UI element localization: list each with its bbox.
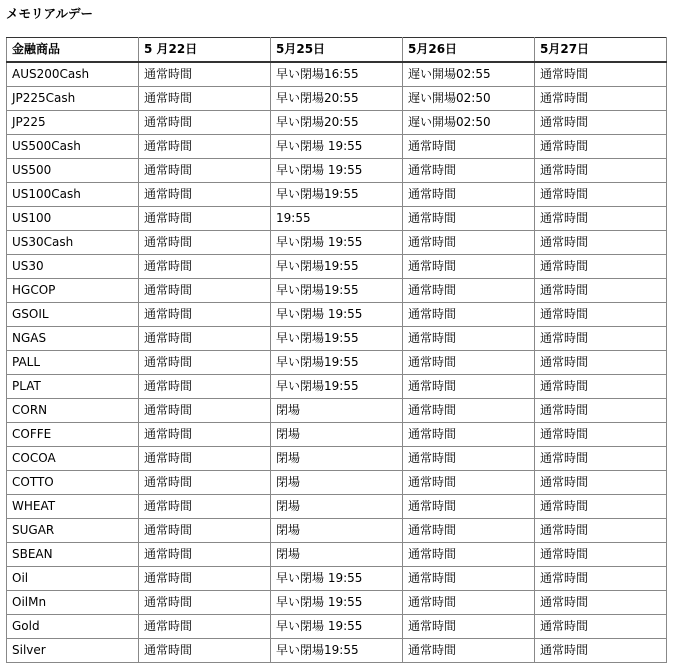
cell-instrument: JP225 [7, 111, 139, 135]
cell-may-22: 通常時間 [139, 207, 271, 231]
cell-may-22: 通常時間 [139, 327, 271, 351]
cell-may-25: 閉場 [271, 543, 403, 567]
cell-may-25: 早い閉場19:55 [271, 183, 403, 207]
cell-may-27: 通常時間 [535, 135, 667, 159]
cell-may-27: 通常時間 [535, 303, 667, 327]
cell-instrument: US500Cash [7, 135, 139, 159]
cell-may-27: 通常時間 [535, 591, 667, 615]
table-row [7, 471, 667, 495]
cell-may-22: 通常時間 [139, 495, 271, 519]
cell-may-27: 通常時間 [535, 543, 667, 567]
header-may-27: 5月27日 [535, 38, 667, 63]
cell-may-27: 通常時間 [535, 447, 667, 471]
cell-may-27: 通常時間 [535, 519, 667, 543]
header-may-26: 5月26日 [403, 38, 535, 63]
cell-instrument: NGAS [7, 327, 139, 351]
table-row [7, 399, 667, 423]
cell-may-26: 通常時間 [403, 135, 535, 159]
cell-may-26: 通常時間 [403, 615, 535, 639]
cell-may-25: 早い閉場 19:55 [271, 231, 403, 255]
cell-may-22: 通常時間 [139, 279, 271, 303]
trading-hours-table [6, 37, 667, 663]
cell-may-22: 通常時間 [139, 183, 271, 207]
cell-may-26: 通常時間 [403, 567, 535, 591]
cell-instrument: Gold [7, 615, 139, 639]
page-title: メモリアルデー [6, 6, 94, 21]
table-row [7, 567, 667, 591]
cell-may-25: 早い閉場19:55 [271, 639, 403, 663]
header-may-22: 5 月22日 [139, 38, 271, 63]
table-row [7, 447, 667, 471]
cell-may-25: 閉場 [271, 423, 403, 447]
cell-instrument: COCOA [7, 447, 139, 471]
cell-may-22: 通常時間 [139, 519, 271, 543]
cell-may-26: 遅い開場02:55 [403, 62, 535, 87]
cell-may-22: 通常時間 [139, 423, 271, 447]
table-row [7, 375, 667, 399]
cell-may-26: 通常時間 [403, 399, 535, 423]
cell-may-22: 通常時間 [139, 87, 271, 111]
cell-may-25: 早い閉場 19:55 [271, 303, 403, 327]
cell-may-25: 早い閉場19:55 [271, 279, 403, 303]
cell-may-26: 通常時間 [403, 279, 535, 303]
cell-instrument: AUS200Cash [7, 62, 139, 87]
cell-may-27: 通常時間 [535, 351, 667, 375]
cell-may-22: 通常時間 [139, 447, 271, 471]
table-row [7, 423, 667, 447]
cell-may-25: 閉場 [271, 447, 403, 471]
cell-may-25: 早い閉場19:55 [271, 351, 403, 375]
cell-may-26: 通常時間 [403, 375, 535, 399]
cell-may-26: 通常時間 [403, 159, 535, 183]
cell-may-22: 通常時間 [139, 399, 271, 423]
cell-may-25: 早い閉場 19:55 [271, 159, 403, 183]
cell-may-27: 通常時間 [535, 567, 667, 591]
cell-may-27: 通常時間 [535, 159, 667, 183]
table-row [7, 327, 667, 351]
table-row [7, 543, 667, 567]
cell-may-26: 通常時間 [403, 471, 535, 495]
cell-may-25: 早い閉場16:55 [271, 62, 403, 87]
cell-may-27: 通常時間 [535, 231, 667, 255]
cell-instrument: PLAT [7, 375, 139, 399]
cell-may-25: 19:55 [271, 207, 403, 231]
cell-may-27: 通常時間 [535, 495, 667, 519]
cell-may-27: 通常時間 [535, 207, 667, 231]
cell-may-22: 通常時間 [139, 471, 271, 495]
cell-may-27: 通常時間 [535, 255, 667, 279]
cell-may-25: 閉場 [271, 471, 403, 495]
table-row [7, 87, 667, 111]
cell-may-27: 通常時間 [535, 375, 667, 399]
cell-may-22: 通常時間 [139, 567, 271, 591]
cell-may-25: 早い閉場20:55 [271, 87, 403, 111]
table-row [7, 159, 667, 183]
cell-may-27: 通常時間 [535, 87, 667, 111]
cell-may-26: 遅い開場02:50 [403, 111, 535, 135]
cell-may-26: 通常時間 [403, 255, 535, 279]
cell-may-22: 通常時間 [139, 111, 271, 135]
cell-may-22: 通常時間 [139, 639, 271, 663]
cell-instrument: OilMn [7, 591, 139, 615]
cell-may-22: 通常時間 [139, 159, 271, 183]
table-row [7, 615, 667, 639]
cell-may-26: 通常時間 [403, 207, 535, 231]
cell-may-25: 早い閉場20:55 [271, 111, 403, 135]
cell-instrument: CORN [7, 399, 139, 423]
cell-instrument: US100Cash [7, 183, 139, 207]
header-row [7, 38, 667, 63]
table-row [7, 639, 667, 663]
cell-may-26: 通常時間 [403, 351, 535, 375]
cell-instrument: SBEAN [7, 543, 139, 567]
cell-instrument: SUGAR [7, 519, 139, 543]
table-row [7, 135, 667, 159]
cell-may-26: 通常時間 [403, 591, 535, 615]
cell-may-27: 通常時間 [535, 471, 667, 495]
cell-instrument: Silver [7, 639, 139, 663]
cell-may-27: 通常時間 [535, 615, 667, 639]
cell-may-25: 閉場 [271, 519, 403, 543]
cell-may-26: 通常時間 [403, 327, 535, 351]
cell-instrument: JP225Cash [7, 87, 139, 111]
cell-may-25: 早い閉場 19:55 [271, 615, 403, 639]
header-instrument: 金融商品 [7, 38, 139, 63]
table-row [7, 303, 667, 327]
cell-may-25: 早い閉場 19:55 [271, 135, 403, 159]
table-row [7, 255, 667, 279]
cell-may-25: 早い閉場19:55 [271, 255, 403, 279]
cell-may-27: 通常時間 [535, 327, 667, 351]
cell-instrument: GSOIL [7, 303, 139, 327]
cell-may-26: 通常時間 [403, 447, 535, 471]
table-row [7, 591, 667, 615]
cell-instrument: US100 [7, 207, 139, 231]
cell-may-22: 通常時間 [139, 351, 271, 375]
cell-may-22: 通常時間 [139, 231, 271, 255]
cell-may-26: 通常時間 [403, 639, 535, 663]
table-row [7, 279, 667, 303]
cell-may-25: 早い閉場19:55 [271, 375, 403, 399]
cell-may-22: 通常時間 [139, 591, 271, 615]
cell-may-25: 閉場 [271, 495, 403, 519]
cell-may-26: 通常時間 [403, 519, 535, 543]
cell-may-22: 通常時間 [139, 615, 271, 639]
table-row [7, 519, 667, 543]
cell-may-22: 通常時間 [139, 543, 271, 567]
table-row [7, 351, 667, 375]
table-row [7, 183, 667, 207]
cell-may-22: 通常時間 [139, 375, 271, 399]
cell-may-25: 閉場 [271, 399, 403, 423]
cell-instrument: COFFE [7, 423, 139, 447]
cell-may-22: 通常時間 [139, 135, 271, 159]
cell-may-27: 通常時間 [535, 639, 667, 663]
table-row [7, 62, 667, 87]
cell-may-26: 通常時間 [403, 423, 535, 447]
cell-may-26: 通常時間 [403, 183, 535, 207]
cell-may-27: 通常時間 [535, 62, 667, 87]
cell-may-26: 通常時間 [403, 303, 535, 327]
cell-may-25: 早い閉場 19:55 [271, 567, 403, 591]
cell-may-27: 通常時間 [535, 279, 667, 303]
cell-may-22: 通常時間 [139, 255, 271, 279]
cell-may-25: 早い閉場19:55 [271, 327, 403, 351]
cell-may-27: 通常時間 [535, 399, 667, 423]
cell-may-26: 遅い開場02:50 [403, 87, 535, 111]
cell-instrument: US500 [7, 159, 139, 183]
cell-may-26: 通常時間 [403, 495, 535, 519]
cell-may-25: 早い閉場 19:55 [271, 591, 403, 615]
cell-instrument: WHEAT [7, 495, 139, 519]
cell-may-26: 通常時間 [403, 543, 535, 567]
cell-instrument: COTTO [7, 471, 139, 495]
table-row [7, 495, 667, 519]
cell-instrument: HGCOP [7, 279, 139, 303]
cell-may-22: 通常時間 [139, 303, 271, 327]
cell-instrument: Oil [7, 567, 139, 591]
table-row [7, 207, 667, 231]
cell-instrument: US30 [7, 255, 139, 279]
cell-instrument: US30Cash [7, 231, 139, 255]
table-row [7, 111, 667, 135]
cell-may-22: 通常時間 [139, 62, 271, 87]
cell-may-27: 通常時間 [535, 111, 667, 135]
cell-may-27: 通常時間 [535, 183, 667, 207]
cell-may-27: 通常時間 [535, 423, 667, 447]
table-row [7, 231, 667, 255]
cell-instrument: PALL [7, 351, 139, 375]
table-header [7, 38, 667, 63]
table-body [7, 62, 667, 663]
header-may-25: 5月25日 [271, 38, 403, 63]
cell-may-26: 通常時間 [403, 231, 535, 255]
